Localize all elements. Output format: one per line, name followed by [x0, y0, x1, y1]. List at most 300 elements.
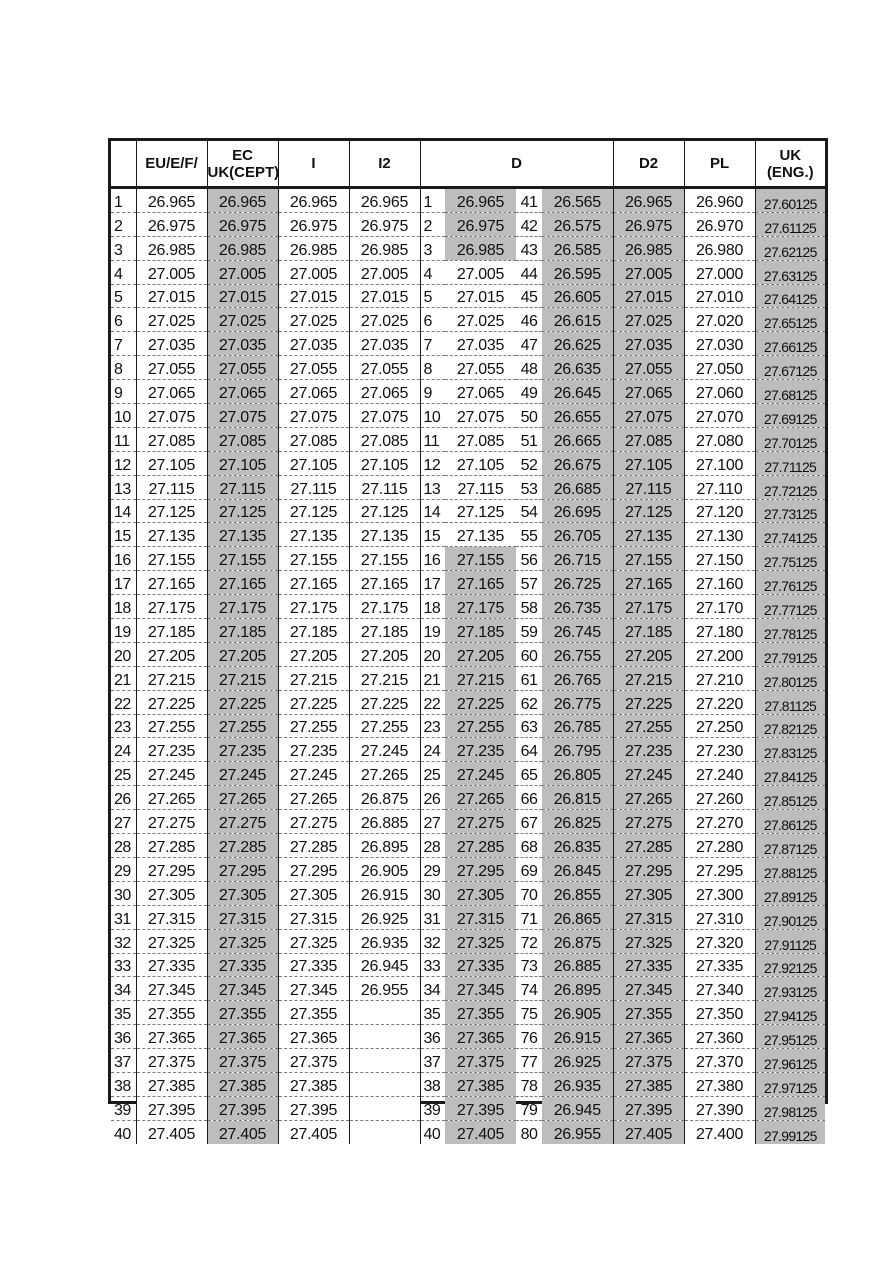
- eu-frequency: 27.345: [136, 977, 207, 1001]
- pl-frequency: 27.030: [684, 332, 755, 356]
- pl-frequency: 27.000: [684, 260, 755, 284]
- table-row: [111, 690, 825, 714]
- i2-frequency: 27.265: [349, 762, 420, 786]
- d2-frequency: 27.305: [613, 881, 684, 905]
- d2-frequency: 27.365: [613, 1025, 684, 1049]
- d-frequency: 26.985: [445, 236, 516, 260]
- d2-frequency: 27.285: [613, 834, 684, 858]
- i2-frequency: 27.005: [349, 260, 420, 284]
- d-channel-number: 9: [420, 380, 445, 404]
- i-frequency: 27.105: [278, 451, 349, 475]
- d2-frequency: 27.035: [613, 332, 684, 356]
- uk-frequency: 27.99125: [755, 1120, 825, 1143]
- pl-frequency: 27.400: [684, 1120, 755, 1143]
- d-channel-number: 21: [420, 666, 445, 690]
- uk-frequency: 27.94125: [755, 1001, 825, 1025]
- uk-frequency: 27.63125: [755, 260, 825, 284]
- d-frequency: 27.255: [445, 714, 516, 738]
- d-channel-number: 15: [420, 523, 445, 547]
- d-frequency-2: 26.685: [542, 475, 613, 499]
- d-channel-number: 40: [420, 1120, 445, 1143]
- pl-frequency: 27.270: [684, 810, 755, 834]
- d-frequency: 27.165: [445, 571, 516, 595]
- uk-frequency: 27.77125: [755, 595, 825, 619]
- table-body: [111, 188, 825, 1144]
- i-frequency: 27.155: [278, 547, 349, 571]
- ec-frequency: 27.265: [207, 786, 278, 810]
- uk-frequency: 27.87125: [755, 834, 825, 858]
- ec-frequency: 27.295: [207, 857, 278, 881]
- ec-frequency: 27.005: [207, 260, 278, 284]
- table-row: [111, 1120, 825, 1143]
- d-frequency: 27.395: [445, 1096, 516, 1120]
- d-frequency: 27.155: [445, 547, 516, 571]
- eu-frequency: 27.405: [136, 1120, 207, 1143]
- channel-number: 40: [114, 1125, 131, 1143]
- eu-frequency: 27.205: [136, 642, 207, 666]
- ec-frequency: 27.205: [207, 642, 278, 666]
- d-channel-number: 33: [420, 953, 445, 977]
- d2-frequency: 27.345: [613, 977, 684, 1001]
- header-i2: I2: [349, 141, 420, 188]
- channel-number: 29: [111, 857, 136, 881]
- d2-frequency: 27.185: [613, 619, 684, 643]
- d-channel-number-2: 49: [516, 380, 542, 404]
- d-frequency: 27.305: [445, 881, 516, 905]
- d-frequency: 27.025: [445, 308, 516, 332]
- pl-frequency: 27.150: [684, 547, 755, 571]
- uk-frequency: 27.64125: [755, 284, 825, 308]
- d-frequency: 27.325: [445, 929, 516, 953]
- d-channel-number-2: 64: [516, 738, 542, 762]
- d2-frequency: 26.985: [613, 236, 684, 260]
- table-row: [111, 810, 825, 834]
- d-frequency: 27.405: [445, 1120, 516, 1143]
- d-frequency-2: 26.835: [542, 834, 613, 858]
- ec-frequency: 27.085: [207, 427, 278, 451]
- d-channel-number: 4: [420, 260, 445, 284]
- d2-frequency: 27.395: [613, 1096, 684, 1120]
- i2-frequency: 27.165: [349, 571, 420, 595]
- channel-number: 39: [111, 1096, 136, 1120]
- pl-frequency: 27.130: [684, 523, 755, 547]
- d-frequency: 27.205: [445, 642, 516, 666]
- i-frequency: 27.405: [278, 1120, 349, 1143]
- d-frequency-2: 26.625: [542, 332, 613, 356]
- pl-frequency: 27.120: [684, 499, 755, 523]
- ec-frequency: 27.275: [207, 810, 278, 834]
- d-channel-number: 22: [420, 690, 445, 714]
- eu-frequency: 27.085: [136, 427, 207, 451]
- d2-frequency: 27.405: [613, 1120, 684, 1143]
- d2-frequency: 27.125: [613, 499, 684, 523]
- ec-frequency: 27.345: [207, 977, 278, 1001]
- d-frequency-2: 26.955: [542, 1120, 613, 1143]
- d-channel-number-2: 60: [516, 642, 542, 666]
- table-row: [111, 834, 825, 858]
- d-frequency-2: 26.815: [542, 786, 613, 810]
- uk-frequency: 27.79125: [755, 642, 825, 666]
- ec-frequency: 27.255: [207, 714, 278, 738]
- header-i: I: [278, 141, 349, 188]
- d-channel-number-2: 54: [516, 499, 542, 523]
- i2-frequency: [349, 1025, 420, 1049]
- d-frequency-2: 26.825: [542, 810, 613, 834]
- uk-frequency: 27.66125: [755, 332, 825, 356]
- d-channel-number: 3: [420, 236, 445, 260]
- pl-frequency: 27.360: [684, 1025, 755, 1049]
- i2-frequency: 27.075: [349, 404, 420, 428]
- pl-frequency: 26.960: [684, 188, 755, 213]
- d-frequency-2: 26.905: [542, 1001, 613, 1025]
- d-channel-number-2: 65: [516, 762, 542, 786]
- d-frequency-2: 26.645: [542, 380, 613, 404]
- header-ec-line2: UK(CEPT): [207, 163, 280, 181]
- pl-frequency: 27.350: [684, 1001, 755, 1025]
- d2-frequency: 27.245: [613, 762, 684, 786]
- ec-frequency: 27.175: [207, 595, 278, 619]
- eu-frequency: 27.175: [136, 595, 207, 619]
- pl-frequency: 27.170: [684, 595, 755, 619]
- header-uk-line1: UK: [779, 146, 802, 164]
- d-channel-number-2: 71: [516, 905, 542, 929]
- d-channel-number-2: 55: [516, 523, 542, 547]
- d2-frequency: 27.235: [613, 738, 684, 762]
- d-frequency-2: 26.615: [542, 308, 613, 332]
- i-frequency: 27.245: [278, 762, 349, 786]
- channel-number: 10: [111, 404, 136, 428]
- d-channel-number: 25: [420, 762, 445, 786]
- uk-frequency: 27.81125: [755, 690, 825, 714]
- d-frequency-2: 26.805: [542, 762, 613, 786]
- i-frequency: 27.175: [278, 595, 349, 619]
- i-frequency: 27.055: [278, 356, 349, 380]
- channel-number: 15: [111, 523, 136, 547]
- eu-frequency: 27.245: [136, 762, 207, 786]
- eu-frequency: 27.265: [136, 786, 207, 810]
- pl-frequency: 27.230: [684, 738, 755, 762]
- d2-frequency: 27.275: [613, 810, 684, 834]
- d-channel-number-2: 79: [516, 1096, 542, 1120]
- eu-frequency: 26.985: [136, 236, 207, 260]
- i2-frequency: 26.905: [349, 857, 420, 881]
- eu-frequency: 27.325: [136, 929, 207, 953]
- channel-number: 2: [111, 212, 136, 236]
- eu-frequency: 27.385: [136, 1072, 207, 1096]
- pl-frequency: 27.260: [684, 786, 755, 810]
- d-frequency: 27.295: [445, 857, 516, 881]
- ec-frequency: 27.405: [207, 1120, 278, 1143]
- d-frequency-2: 26.775: [542, 690, 613, 714]
- ec-frequency: 26.975: [207, 212, 278, 236]
- d-channel-number-2: 59: [516, 619, 542, 643]
- d-channel-number: 19: [420, 619, 445, 643]
- eu-frequency: 27.025: [136, 308, 207, 332]
- i-frequency: 27.135: [278, 523, 349, 547]
- pl-frequency: 27.295: [684, 857, 755, 881]
- header-ec-line1: EC: [232, 146, 253, 164]
- d2-frequency: 26.965: [613, 188, 684, 213]
- d-frequency-2: 26.745: [542, 619, 613, 643]
- table-row: [111, 1049, 825, 1073]
- uk-frequency: 27.84125: [755, 762, 825, 786]
- i2-frequency: 26.885: [349, 810, 420, 834]
- channel-number: 19: [111, 619, 136, 643]
- uk-frequency: 27.91125: [755, 929, 825, 953]
- i-frequency: 27.285: [278, 834, 349, 858]
- i-frequency: 27.355: [278, 1001, 349, 1025]
- d-frequency-2: 26.765: [542, 666, 613, 690]
- i-frequency: 27.125: [278, 499, 349, 523]
- i-frequency: 27.395: [278, 1096, 349, 1120]
- eu-frequency: 27.125: [136, 499, 207, 523]
- d-channel-number-2: 41: [516, 188, 542, 213]
- channel-number: 33: [111, 953, 136, 977]
- ec-frequency: 27.035: [207, 332, 278, 356]
- table-row: [111, 762, 825, 786]
- d-channel-number: 8: [420, 356, 445, 380]
- header-ec: [207, 141, 278, 188]
- table-row: [111, 451, 825, 475]
- ec-frequency: 26.965: [207, 188, 278, 213]
- eu-frequency: 27.305: [136, 881, 207, 905]
- table-row: [111, 666, 825, 690]
- eu-frequency: 26.965: [136, 188, 207, 213]
- d-channel-number: 20: [420, 642, 445, 666]
- header-row: [111, 141, 825, 188]
- d2-frequency: 27.065: [613, 380, 684, 404]
- i2-frequency: 27.085: [349, 427, 420, 451]
- channel-number: 32: [111, 929, 136, 953]
- d-channel-number-2: 45: [516, 284, 542, 308]
- i2-frequency: [349, 1096, 420, 1120]
- d-frequency-2: 26.585: [542, 236, 613, 260]
- pl-frequency: 27.080: [684, 427, 755, 451]
- channel-number: 18: [111, 595, 136, 619]
- uk-frequency: 27.82125: [755, 714, 825, 738]
- d-channel-number: 36: [420, 1025, 445, 1049]
- uk-frequency: 27.78125: [755, 619, 825, 643]
- d-channel-number: 27: [420, 810, 445, 834]
- d2-frequency: 27.295: [613, 857, 684, 881]
- ec-frequency: 27.015: [207, 284, 278, 308]
- d2-frequency: 26.975: [613, 212, 684, 236]
- d-frequency: 27.215: [445, 666, 516, 690]
- table-row: [111, 953, 825, 977]
- uk-frequency: 27.97125: [755, 1072, 825, 1096]
- i-frequency: 27.375: [278, 1049, 349, 1073]
- d2-frequency: 27.375: [613, 1049, 684, 1073]
- pl-frequency: 27.210: [684, 666, 755, 690]
- i-frequency: 27.185: [278, 619, 349, 643]
- d-frequency: 27.115: [445, 475, 516, 499]
- i-frequency: 27.225: [278, 690, 349, 714]
- d-frequency-2: 26.725: [542, 571, 613, 595]
- channel-number: 4: [111, 260, 136, 284]
- pl-frequency: 27.335: [684, 953, 755, 977]
- d-frequency-2: 26.875: [542, 929, 613, 953]
- d-frequency-2: 26.755: [542, 642, 613, 666]
- channel-number: 12: [111, 451, 136, 475]
- i-frequency: 27.385: [278, 1072, 349, 1096]
- table-row: [111, 475, 825, 499]
- ec-frequency: 27.025: [207, 308, 278, 332]
- eu-frequency: 27.215: [136, 666, 207, 690]
- table-row: [111, 332, 825, 356]
- d-frequency-2: 26.915: [542, 1025, 613, 1049]
- i-frequency: 27.275: [278, 810, 349, 834]
- d-frequency-2: 26.595: [542, 260, 613, 284]
- d2-frequency: 27.225: [613, 690, 684, 714]
- i2-frequency: 26.895: [349, 834, 420, 858]
- channel-number: 6: [111, 308, 136, 332]
- d-channel-number-2: 58: [516, 595, 542, 619]
- header-row-number: [111, 141, 136, 188]
- channel-number: 30: [111, 881, 136, 905]
- eu-frequency: 27.075: [136, 404, 207, 428]
- ec-frequency: 27.165: [207, 571, 278, 595]
- table-row: [111, 881, 825, 905]
- ec-frequency: 27.065: [207, 380, 278, 404]
- i-frequency: 27.005: [278, 260, 349, 284]
- d-frequency-2: 26.665: [542, 427, 613, 451]
- pl-frequency: 27.160: [684, 571, 755, 595]
- d-frequency-2: 26.675: [542, 451, 613, 475]
- ec-frequency: 27.125: [207, 499, 278, 523]
- d-channel-number: 14: [420, 499, 445, 523]
- d-channel-number: 11: [420, 427, 445, 451]
- d-channel-number-2: 42: [516, 212, 542, 236]
- d-frequency-2: 26.945: [542, 1096, 613, 1120]
- i2-frequency: 27.185: [349, 619, 420, 643]
- table-row: [111, 308, 825, 332]
- i-frequency: 27.025: [278, 308, 349, 332]
- d-frequency: 26.965: [445, 188, 516, 213]
- d2-frequency: 27.055: [613, 356, 684, 380]
- pl-frequency: 27.310: [684, 905, 755, 929]
- pl-frequency: 27.100: [684, 451, 755, 475]
- table-row: [111, 404, 825, 428]
- table-row: [111, 977, 825, 1001]
- d-frequency: 27.365: [445, 1025, 516, 1049]
- d-channel-number-2: 52: [516, 451, 542, 475]
- d-frequency-2: 26.855: [542, 881, 613, 905]
- uk-frequency: 27.98125: [755, 1096, 825, 1120]
- i-frequency: 27.295: [278, 857, 349, 881]
- channel-number: 24: [111, 738, 136, 762]
- i-frequency: 27.335: [278, 953, 349, 977]
- i2-frequency: 27.245: [349, 738, 420, 762]
- table-row: [111, 619, 825, 643]
- d-frequency: 27.235: [445, 738, 516, 762]
- table-row: [111, 1025, 825, 1049]
- eu-frequency: 27.165: [136, 571, 207, 595]
- i-frequency: 27.065: [278, 380, 349, 404]
- uk-frequency: 27.60125: [755, 188, 825, 213]
- d-frequency: 27.135: [445, 523, 516, 547]
- d-channel-number-2: 67: [516, 810, 542, 834]
- eu-frequency: 27.135: [136, 523, 207, 547]
- d-channel-number: 26: [420, 786, 445, 810]
- d-frequency-2: 26.655: [542, 404, 613, 428]
- uk-frequency: 27.69125: [755, 404, 825, 428]
- pl-frequency: 27.050: [684, 356, 755, 380]
- eu-frequency: 27.235: [136, 738, 207, 762]
- d-frequency-2: 26.605: [542, 284, 613, 308]
- pl-frequency: 27.220: [684, 690, 755, 714]
- d-frequency: 27.265: [445, 786, 516, 810]
- pl-frequency: 26.980: [684, 236, 755, 260]
- pl-frequency: 27.340: [684, 977, 755, 1001]
- d-frequency-2: 26.935: [542, 1072, 613, 1096]
- d-frequency: 27.275: [445, 810, 516, 834]
- i2-frequency: 26.935: [349, 929, 420, 953]
- d-frequency: 27.245: [445, 762, 516, 786]
- d2-frequency: 27.175: [613, 595, 684, 619]
- uk-frequency: 27.86125: [755, 810, 825, 834]
- channel-number: 8: [111, 356, 136, 380]
- channel-number: 36: [111, 1025, 136, 1049]
- ec-frequency: 26.985: [207, 236, 278, 260]
- pl-frequency: 26.970: [684, 212, 755, 236]
- eu-frequency: 27.155: [136, 547, 207, 571]
- uk-frequency: 27.88125: [755, 857, 825, 881]
- d2-frequency: 27.155: [613, 547, 684, 571]
- channel-number: 9: [111, 380, 136, 404]
- d-frequency-2: 26.635: [542, 356, 613, 380]
- ec-frequency: 27.335: [207, 953, 278, 977]
- channel-number: 1: [111, 188, 136, 213]
- ec-frequency: 27.185: [207, 619, 278, 643]
- ec-frequency: 27.105: [207, 451, 278, 475]
- d-channel-number-2: 66: [516, 786, 542, 810]
- d-channel-number-2: 72: [516, 929, 542, 953]
- d-channel-number-2: 62: [516, 690, 542, 714]
- uk-frequency: 27.62125: [755, 236, 825, 260]
- i2-frequency: 26.965: [349, 188, 420, 213]
- d-channel-number-2: 61: [516, 666, 542, 690]
- i-frequency: 27.035: [278, 332, 349, 356]
- pl-frequency: 27.320: [684, 929, 755, 953]
- i2-frequency: 26.985: [349, 236, 420, 260]
- uk-frequency: 27.80125: [755, 666, 825, 690]
- table-row: [111, 905, 825, 929]
- d-frequency: 27.375: [445, 1049, 516, 1073]
- d-frequency: 27.085: [445, 427, 516, 451]
- table-row: [111, 523, 825, 547]
- table-row: [111, 857, 825, 881]
- uk-frequency: 27.89125: [755, 881, 825, 905]
- uk-frequency: 27.75125: [755, 547, 825, 571]
- d-frequency-2: 26.715: [542, 547, 613, 571]
- uk-frequency: 27.93125: [755, 977, 825, 1001]
- ec-frequency: 27.135: [207, 523, 278, 547]
- i-frequency: 26.985: [278, 236, 349, 260]
- eu-frequency: 27.355: [136, 1001, 207, 1025]
- d-frequency: 27.335: [445, 953, 516, 977]
- i-frequency: 27.115: [278, 475, 349, 499]
- channel-number: 35: [111, 1001, 136, 1025]
- i2-frequency: 27.205: [349, 642, 420, 666]
- header-uk-line2: (ENG.): [766, 163, 814, 181]
- ec-frequency: 27.365: [207, 1025, 278, 1049]
- ec-frequency: 27.285: [207, 834, 278, 858]
- d-frequency-2: 26.895: [542, 977, 613, 1001]
- eu-frequency: 27.395: [136, 1096, 207, 1120]
- ec-frequency: 27.245: [207, 762, 278, 786]
- d-channel-number: 39: [420, 1096, 445, 1120]
- d-channel-number: 18: [420, 595, 445, 619]
